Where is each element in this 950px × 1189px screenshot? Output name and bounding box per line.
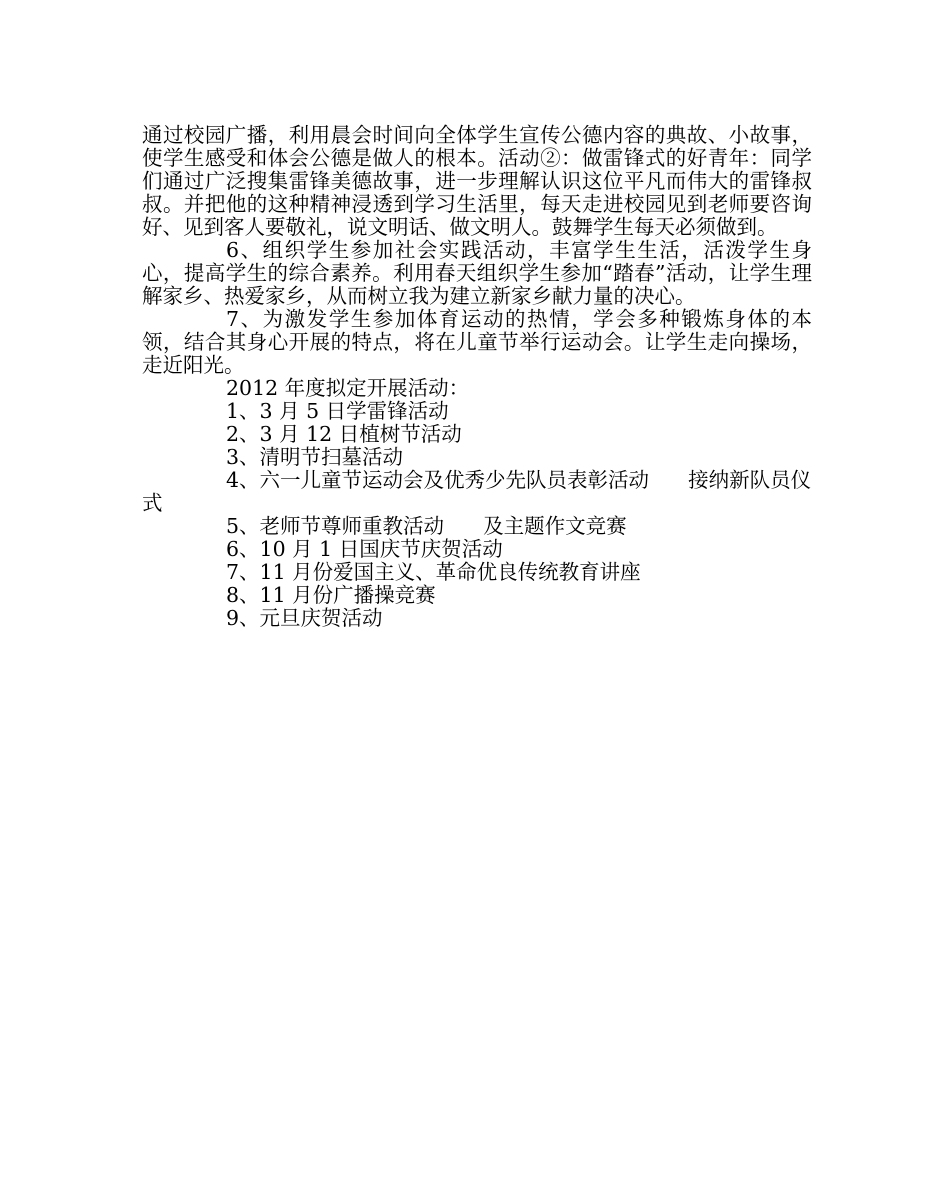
- plan-heading: 2012 年度拟定开展活动：: [226, 376, 470, 400]
- plan-item-6: 6、10 月 1 日国庆节庆贺活动: [226, 537, 503, 561]
- document-page: [142, 124, 812, 630]
- plan-item-1: 1、3 月 5 日学雷锋活动: [226, 399, 449, 423]
- plan-item-4: 4、六一儿童节运动会及优秀少先队员表彰活动 接纳新队员仪式: [142, 468, 812, 515]
- plan-item-5: 5、老师节尊师重教活动 及主题作文竞赛: [226, 514, 627, 538]
- plan-item-2: 2、3 月 12 日植树节活动: [226, 422, 462, 446]
- paragraph-activity-2: 通过校园广播，利用晨会时间向全体学生宣传公德内容的典故、小故事，使学生感受和体会公德是做人的根本。活动②：做雷锋式的好青年：同学们通过广泛搜集雷锋美德故事，进一步理解认识这位平凡而伟大的雷锋叔叔。并把他的这种精神浸透到学习生活里，每天走进校园见到老师要咨询好、见到客人要敬礼，说文明话、做文明人。鼓舞学生每天必须做到。: [142, 123, 812, 239]
- paragraph-item-7: 7、为激发学生参加体育运动的热情，学会多种锻炼身体的本领，结合其身心开展的特点，将在儿童节举行运动会。让学生走向操场，走近阳光。: [142, 307, 812, 377]
- plan-item-8: 8、11 月份广播操竞赛: [226, 583, 436, 607]
- paragraph-item-6: 6、组织学生参加社会实践活动，丰富学生生活，活泼学生身心，提高学生的综合素养。利用春天组织学生参加“踏春”活动，让学生理解家乡、热爱家乡，从而树立我为建立新家乡献力量的决心。: [142, 238, 812, 308]
- plan-item-7: 7、11 月份爱国主义、革命优良传统教育讲座: [226, 560, 641, 584]
- plan-item-3: 3、清明节扫墓活动: [226, 445, 404, 469]
- plan-list: [142, 400, 812, 630]
- plan-item-9: 9、元旦庆贺活动: [226, 606, 383, 630]
